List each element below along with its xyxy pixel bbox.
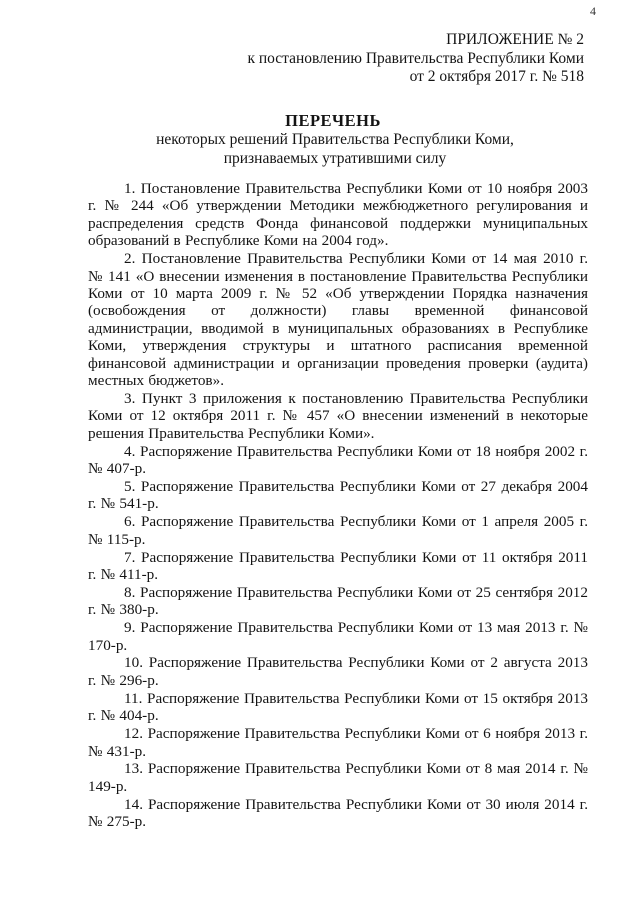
list-item: 4. Распоряжение Правительства Республики Коми от 18 ноября 2002 г. № 407-р. xyxy=(88,442,588,477)
document-subtitle-line-1: некоторых решений Правительства Республики Коми, xyxy=(156,131,514,148)
list-item: 11. Распоряжение Правительства Республики Коми от 15 октября 2013 г. № 404-р. xyxy=(88,689,588,725)
list-item: 13. Распоряжение Правительства Республики Коми от 8 мая 2014 г. № 149-р. xyxy=(88,760,588,795)
appendix-header xyxy=(247,31,584,87)
appendix-date: от 2 октября 2017 г. № 518 xyxy=(409,68,584,85)
list-item: 14. Распоряжение Правительства Республики Коми от 30 июля 2014 г. № 275-р. xyxy=(88,795,588,831)
document-title: ПЕРЕЧЕНЬ xyxy=(285,111,381,130)
document-subtitle-line-2: признаваемых утратившими силу xyxy=(223,149,447,167)
decisions-list xyxy=(88,180,588,831)
list-item: 3. Пункт 3 приложения к постановлению Правительства Республики Коми от 12 октября 2011 г. № 457 «О внесении изменений в некоторые решения Правительства Республики Коми». xyxy=(88,389,588,442)
list-item: 1. Постановление Правительства Республики Коми от 10 ноября 2003 г. № 244 «Об утверждении Методики межбюджетного регулирования и распределения средств Фонда финансовой поддержки муниципальных образований в Республике Коми на 2004 год». xyxy=(88,180,588,250)
appendix-title: ПРИЛОЖЕНИЕ № 2 xyxy=(446,31,584,48)
list-item: 8. Распоряжение Правительства Республики Коми от 25 сентября 2012 г. № 380-р. xyxy=(88,583,588,619)
list-item: 5. Распоряжение Правительства Республики Коми от 27 декабря 2004 г. № 541-р. xyxy=(88,477,588,513)
list-item: 7. Распоряжение Правительства Республики Коми от 11 октября 2011 г. № 411-р. xyxy=(88,548,588,583)
page-number: 4 xyxy=(590,4,596,18)
list-item: 6. Распоряжение Правительства Республики Коми от 1 апреля 2005 г. № 115-р. xyxy=(88,513,588,548)
list-item: 12. Распоряжение Правительства Республики Коми от 6 ноября 2013 г. № 431-р. xyxy=(88,725,588,760)
document-title-block xyxy=(0,111,640,168)
list-item: 2. Постановление Правительства Республики Коми от 14 мая 2010 г. № 141 «О внесении изменения в постановление Правительства Республики Коми от 10 марта 2009 г. № 52 «Об утверждении Порядка назначения (освобождения от должности) главы временной финансовой администрации, вводимой в муниципальных образованиях в Республике Коми, утверждения структуры и штатного расписания временной финансовой администрации и организации проведения проверки (аудита) местных бюджетов». xyxy=(88,250,588,389)
list-item: 10. Распоряжение Правительства Республики Коми от 2 августа 2013 г. № 296-р. xyxy=(88,654,588,689)
list-item: 9. Распоряжение Правительства Республики Коми от 13 мая 2013 г. № 170-р. xyxy=(88,619,588,654)
appendix-resolution: к постановлению Правительства Республики Коми xyxy=(247,49,584,67)
